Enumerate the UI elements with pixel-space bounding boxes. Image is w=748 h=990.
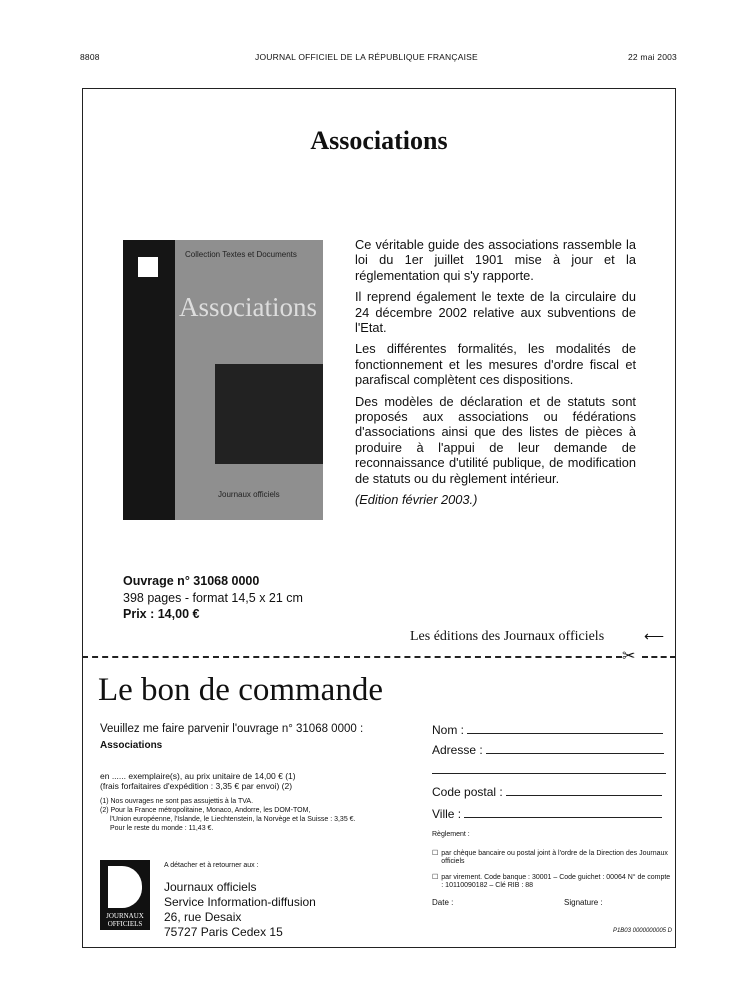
logo-text-1: JOURNAUX — [106, 912, 144, 920]
nom-row — [432, 723, 672, 743]
cover-publisher: Journaux officiels — [218, 490, 280, 499]
description-p1: Ce véritable guide des associations rassemble la loi du 1er juillet 1901 mise à jour et la réglementation qui s'y rapporte. — [355, 237, 636, 283]
nom-field[interactable] — [467, 733, 663, 734]
address-line-3: 26, rue Desaix — [164, 910, 242, 924]
signature-label: Signature : — [564, 898, 603, 907]
adresse-field-2[interactable] — [432, 773, 666, 774]
description-edition: (Edition février 2003.) — [355, 492, 478, 508]
note-4: Pour le reste du monde : 11,43 €. — [110, 825, 214, 832]
address-line-1: Journaux officiels — [164, 880, 257, 894]
order-details — [100, 723, 420, 833]
product-number: Ouvrage n° 31068 0000 — [123, 574, 260, 588]
note-3: l'Union européenne, l'Islande, le Liechtenstein, la Norvège et la Suisse : 3,35 €. — [110, 816, 356, 823]
virement-checkbox[interactable]: ☐ — [432, 874, 439, 881]
header-date: 22 mai 2003 — [628, 52, 677, 62]
ville-label: Ville : — [432, 807, 462, 821]
address-line-4: 75727 Paris Cedex 15 — [164, 925, 283, 939]
logo-text-2: OFFICIELS — [107, 920, 143, 928]
adresse-label: Adresse : — [432, 743, 483, 757]
order-request: Veuillez me faire parvenir l'ouvrage n° 31068 0000 : — [100, 723, 364, 735]
cover-logo — [138, 257, 158, 277]
logo-shape — [108, 866, 142, 908]
page-title: Associations — [310, 126, 448, 155]
reglement-label: Règlement : — [432, 831, 470, 838]
page-number: 8808 — [80, 52, 100, 62]
description-p4: Des modèles de déclaration et de statuts sont proposés aux associations ou fédérations d'associations ainsi que des listes de pièces à produire à l'appui de leur demande de reconnaissance d'utilité publique, de modification de statuts ou du règlement intérieur. — [355, 393, 636, 486]
description — [355, 237, 636, 514]
order-heading: Le bon de commande — [98, 672, 383, 708]
journal-title: JOURNAL OFFICIEL DE LA RÉPUBLIQUE FRANÇAISE — [255, 52, 478, 62]
product-format: 398 pages - format 14,5 x 21 cm — [123, 590, 303, 605]
product-info — [123, 573, 303, 623]
order-quantity: en ...... exemplaire(s), au prix unitaire de 14,00 € (1) — [100, 771, 296, 781]
cheque-option — [432, 850, 672, 866]
cover-spine — [123, 240, 175, 520]
virement-label: par virement. Code banque : 30001 – Code guichet : 00064 N° de compte : 10110090182 – Clé RIB : 88 — [441, 874, 671, 889]
cover-photo — [215, 364, 323, 464]
publisher-name: Les éditions des Journaux officiels — [410, 629, 605, 644]
book-cover — [123, 240, 323, 520]
nom-label: Nom : — [432, 723, 465, 737]
virement-option — [432, 874, 672, 890]
ville-row — [432, 807, 672, 827]
code-postal-row — [432, 785, 672, 807]
date-label: Date : — [432, 898, 454, 907]
adresse-field[interactable] — [486, 753, 664, 754]
description-p3: Les différentes formalités, les modalités de fonctionnement et les mesures d'ordre fiscal et parafiscal complètent ces dispositions. — [355, 341, 636, 388]
code-postal-label: Code postal : — [432, 785, 503, 799]
product-price: Prix : 14,00 € — [123, 607, 200, 621]
adresse-row — [432, 743, 672, 763]
date-signature-row — [432, 898, 672, 910]
arrow-left-icon: ⟵ — [644, 628, 665, 644]
cheque-label: par chèque bancaire ou postal joint à l'ordre de la Direction des Journaux officiels — [441, 850, 668, 865]
note-2: (2) Pour la France métropolitaine, Monaco, Andorre, les DOM-TOM, — [100, 807, 311, 814]
scissors-icon: ✂ — [622, 648, 636, 665]
cheque-checkbox[interactable]: ☐ — [432, 850, 439, 857]
journaux-officiels-logo — [100, 860, 150, 930]
description-p2: Il reprend également le texte de la circulaire du 24 décembre 2002 relative aux subventions de l'Etat. — [355, 289, 636, 336]
return-address — [164, 880, 316, 940]
order-shipping: (frais forfaitaires d'expédition : 3,35 € par envoi) (2) — [100, 781, 293, 791]
order-form — [432, 723, 672, 934]
order-item: Associations — [100, 740, 163, 751]
reference-code: P1B03 0000000005 D — [612, 928, 672, 934]
cut-line — [82, 656, 622, 658]
note-1: (1) Nos ouvrages ne sont pas assujettis à la TVA. — [100, 798, 254, 805]
code-postal-field[interactable] — [506, 795, 662, 796]
cut-line-end — [642, 656, 676, 658]
ville-field[interactable] — [464, 817, 662, 818]
cover-title: Associations — [179, 292, 317, 322]
address-line-2: Service Information-diffusion — [164, 895, 316, 909]
detach-note: A détacher et à retourner aux : — [164, 862, 259, 869]
adresse-row-2 — [432, 763, 672, 781]
cover-series: Collection Textes et Documents — [185, 250, 297, 259]
